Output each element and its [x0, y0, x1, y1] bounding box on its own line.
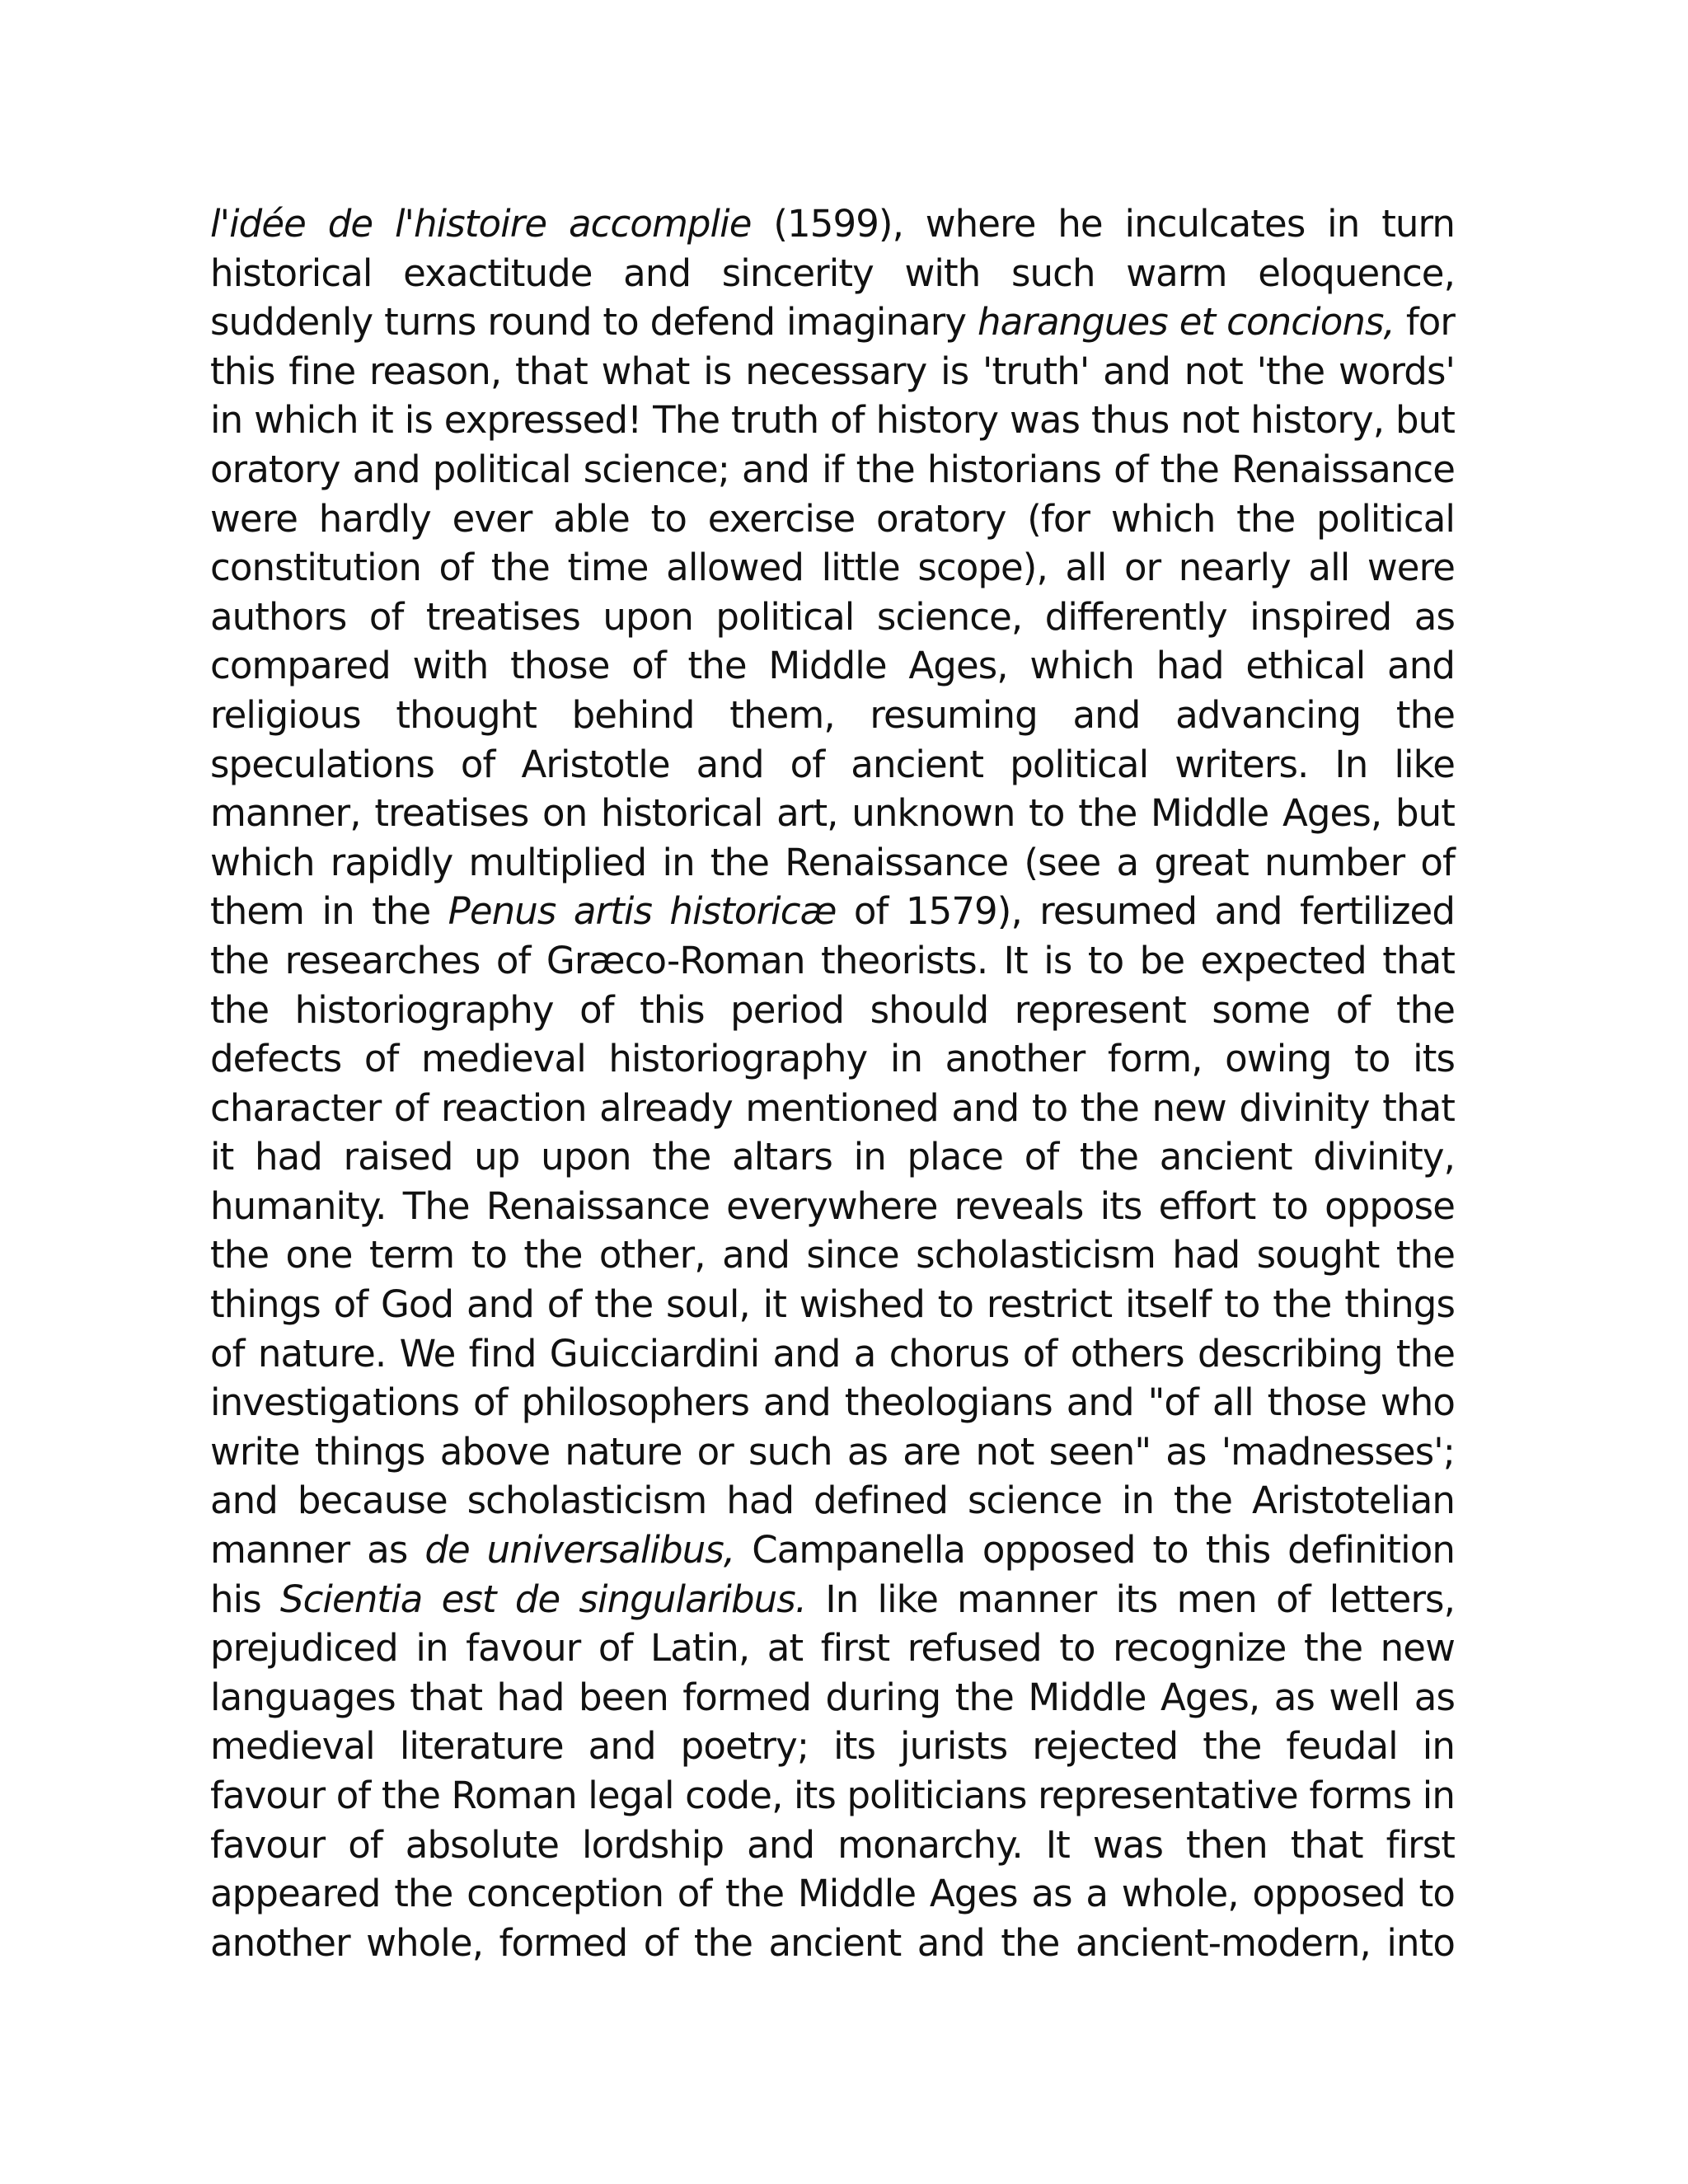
text-run: of 1579), resumed and fertilized the researches of Græco-Roman theorists. It is to be expected that the historiography of this period should represent some of the defects of medieval historiography in another form, owing to its character of reaction already mentioned and to the new divinity that it had raised up upon the altars in place of the ancient divinity, humanity. The Renaissance everywhere reveals its effort to oppose the one term to the other, and since scholasticism had sought the things of God and of the soul, it wished to restrict itself to the things of nature. We find Guicciardini and a chorus of others describing the investigations of philosophers and theologians and "of all those who write things above nature or such as are not seen" as 'madnesses'; and because scholasticism had defined science in the Aristotelian manner as [210, 889, 1455, 1572]
italic-phrase-harangues: harangues et concions, [978, 300, 1395, 344]
italic-phrase-universalibus: de universalibus, [424, 1528, 735, 1572]
italic-title-penus: Penus artis historicæ [448, 889, 837, 934]
text-run: (1599), where he inculcates in turn historical exactitude and sincerity with such warm eloquence, suddenly turns round to defend imaginary [210, 202, 1455, 344]
italic-title-histoire: l'idée de l'histoire accomplie [210, 202, 752, 246]
body-paragraph [210, 199, 1455, 1967]
text-run: In like manner its men of letters, prejudiced in favour of Latin, at first refused to recognize the new languages that had been formed during the Middle Ages, as well as medieval literature and poetry; its jurists rejected the feudal in favour of the Roman legal code, its politicians representative forms in favour of absolute lordship and monarchy. It was then that first appeared the conception of the Middle Ages as a whole, opposed to another whole, formed of the ancient and the ancient-modern, into [210, 1577, 1455, 1965]
text-run: Campanella opposed to this definition his [210, 1528, 1455, 1621]
italic-phrase-singularibus: Scientia est de singularibus. [279, 1577, 807, 1621]
text-run: for this fine reason, that what is necessary is 'truth' and not 'the words' in which it is expressed! The truth of history was thus not history, but oratory and political science; and if the historians of the Renaissance were hardly ever able to exercise oratory (for which the political constitution of the time allowed little scope), all or nearly all were authors of treatises upon political science, differently inspired as compared with those of the Middle Ages, which had ethical and religious thought behind them, resuming and advancing the speculations of Aristotle and of ancient political writers. In like manner, treatises on historical art, unknown to the Middle Ages, but which rapidly multiplied in the Renaissance (see a great number of them in the [210, 300, 1455, 934]
